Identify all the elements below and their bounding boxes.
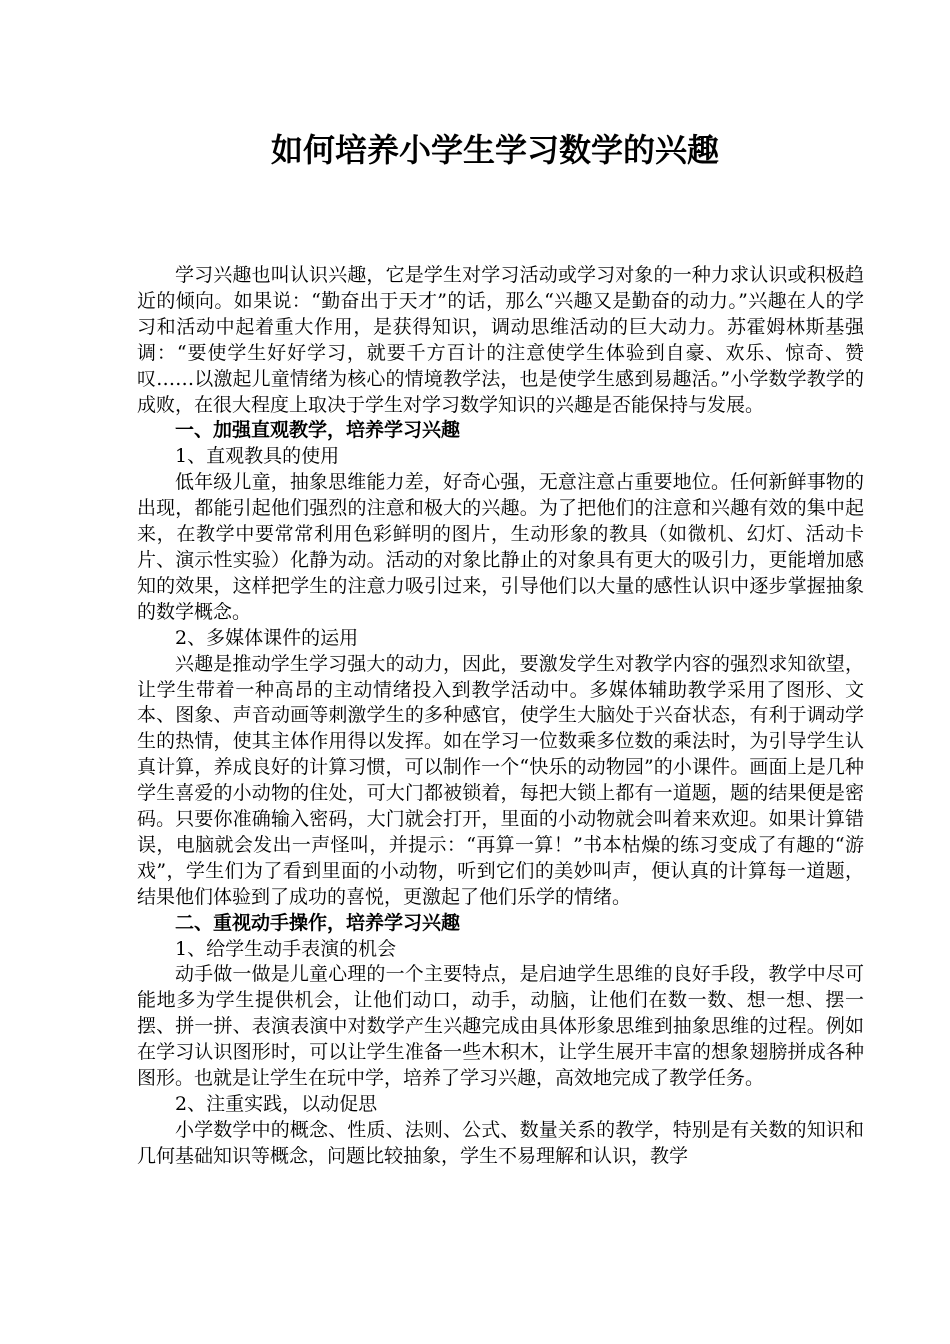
subsection-heading-2-2: 2、注重实践，以动促思: [175, 1093, 378, 1115]
subsection-heading-1-1: 1、直观教具的使用: [175, 445, 340, 468]
body-paragraph-2-2: 小学数学中的概念、性质、法则、公式、数量关系的教学，特别是有关数的知识和几何基础知识等概念，问题比较抽象，学生不易理解和认识，教学: [137, 1118, 864, 1167]
body-paragraph-1-2: 兴趣是推动学生学习强大的动力，因此，要激发学生对教学内容的强烈求知欲望，让学生带着一种高昂的主动情绪投入到教学活动中。多媒体辅助教学采用了图形、文本、图象、声音动画等刺激学生的多种感官，使学生大脑处于兴奋状态，有利于调动学生的热情，使其主体作用得以发挥。如在学习一位数乘多位数的乘法时，为引导学生认真计算，养成良好的计算习惯，可以制作一个“快乐的动物园”的小课件。画面上是几种学生喜爱的小动物的住处，可大门都被锁着，每把大锁上都有一道题，题的结果便是密码。只要你准确输入密码，大门就会打开，里面的小动物就会叫着来欢迎。如果计算错误，电脑就会发出一声怪叫，并提示：“再算一算！”书本枯燥的练习变成了有趣的“游戏”，学生们为了看到里面的小动物，听到它们的美妙叫声，便认真的计算每一道题，结果他们体验到了成功的喜悦，更激起了他们乐学的情绪。: [137, 652, 864, 908]
section-heading-2: 二、重视动手操作，培养学习兴趣: [175, 911, 461, 934]
section-heading-1: 一、加强直观教学，培养学习兴趣: [175, 419, 461, 442]
body-paragraph-2-1: 动手做一做是儿童心理的一个主要特点，是启迪学生思维的良好手段，教学中尽可能地多为学生提供机会，让他们动口，动手，动脑，让他们在数一数、想一想、摆一摆、拼一拼、表演表演中对数学产生兴趣完成由具体形象思维到抽象思维的过程。例如在学习认识图形时，可以让学生准备一些木积木，让学生展开丰富的想象翅膀拼成各种图形。也就是让学生在玩中学，培养了学习兴趣，高效地完成了教学任务。: [137, 963, 864, 1090]
body-paragraph-1-1: 低年级儿童，抽象思维能力差，好奇心强，无意注意占重要地位。任何新鲜事物的出现，都能引起他们强烈的注意和极大的兴趣。为了把他们的注意和兴趣有效的集中起来，在教学中要常常利用色彩鲜明的图片，生动形象的教具（如微机、幻灯、活动卡片、演示性实验）化静为动。活动的对象比静止的对象具有更大的吸引力，更能增加感知的效果，这样把学生的注意力吸引过来，引导他们以大量的感性认识中逐步掌握抽象的数学概念。: [137, 471, 864, 623]
subsection-heading-2-1: 1、给学生动手表演的机会: [175, 937, 397, 960]
document-body: [137, 263, 864, 1170]
intro-paragraph: 学习兴趣也叫认识兴趣，它是学生对学习活动或学习对象的一种力求认识或积极趋近的倾向。如果说：“勤奋出于天才”的话，那么“兴趣又是勤奋的动力。”兴趣在人的学习和活动中起着重大作用，是获得知识，调动思维活动的巨大动力。苏霍姆林斯基强调：“要使学生好好学习，就要千方百计的注意使学生体验到自豪、欢乐、惊奇、赞叹……以激起儿童情绪为核心的情境教学法，也是使学生感到易趣活。”小学数学教学的成败，在很大程度上取决于学生对学习数学知识的兴趣是否能保持与发展。: [137, 264, 864, 416]
subsection-heading-1-2: 2、多媒体课件的运用: [175, 626, 359, 649]
document-title: 如何培养小学生学习数学的兴趣: [270, 131, 719, 169]
